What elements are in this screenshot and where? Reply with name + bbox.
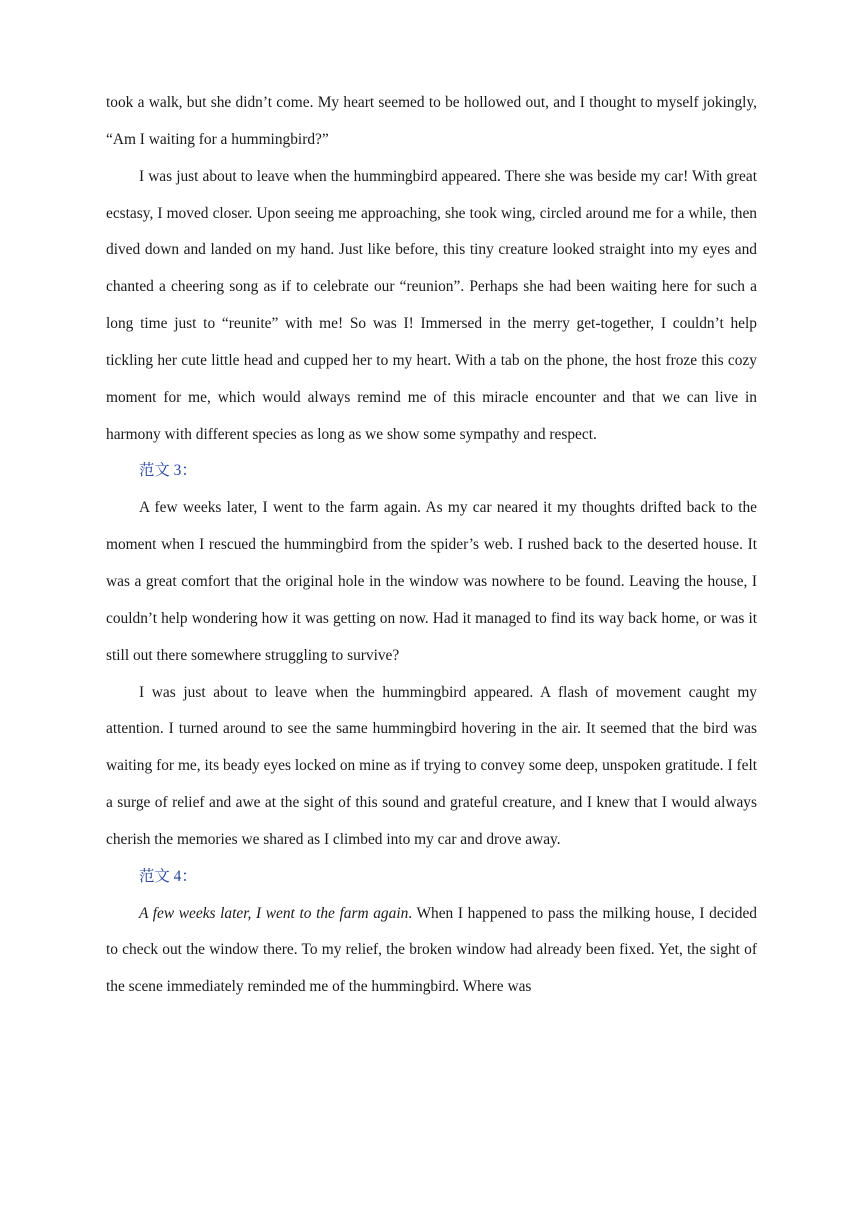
document-page [106,85,757,1006]
section-heading-3: 范文 3： [139,462,197,480]
paragraph-4: I was just about to leave when the hummingbird appeared. A flash of movement caught my attention. I turned around to see the same hummingbird hovering in the air. It seemed that the bird was waiting for me, its beady eyes locked on mine as if trying to convey some deep, unspoken gratitude. I felt a surge of relief and awe at the sight of this sound and grateful creature, and I knew that I would always cherish the memories we shared as I climbed into my car and drove away. [106,683,757,848]
section-heading-4: 范文 4： [139,867,197,885]
paragraph-3: A few weeks later, I went to the farm again. As my car neared it my thoughts drifted back to the moment when I rescued the hummingbird from the spider’s web. I rushed back to the deserted house. It was a great comfort that the original hole in the window was nowhere to be found. Leaving the house, I couldn’t help wondering how it was getting on now. Had it managed to find its way back home, or was it still out there somewhere struggling to survive? [106,499,757,664]
paragraph-1: took a walk, but she didn’t come. My heart seemed to be hollowed out, and I thought to myself jokingly, “Am I waiting for a hummingbird?” [106,94,757,148]
paragraph-5 [106,896,757,1007]
paragraph-5-rest: . When I happened to pass the milking house, I decided to check out the window there. To my relief, the broken window had already been fixed. Yet, the sight of the scene immediately reminded me of the hummingbird. Where was [106,904,757,996]
paragraph-5-italic-lead: A few weeks later, I went to the farm again [139,904,409,922]
paragraph-2: I was just about to leave when the hummingbird appeared. There she was beside my car! With great ecstasy, I moved closer. Upon seeing me approaching, she took wing, circled around me for a while, then dived down and landed on my hand. Just like before, this tiny creature looked straight into my eyes and chanted a cheering song as if to celebrate our “reunion”. Perhaps she had been waiting here for such a long time just to “reunite” with me! So was I! Immersed in the merry get-together, I couldn’t help tickling her cute little head and cupped her to my heart. With a tab on the phone, the host froze this cozy moment for me, which would always remind me of this miracle encounter and that we can live in harmony with different species as long as we show some sympathy and respect. [106,167,757,443]
